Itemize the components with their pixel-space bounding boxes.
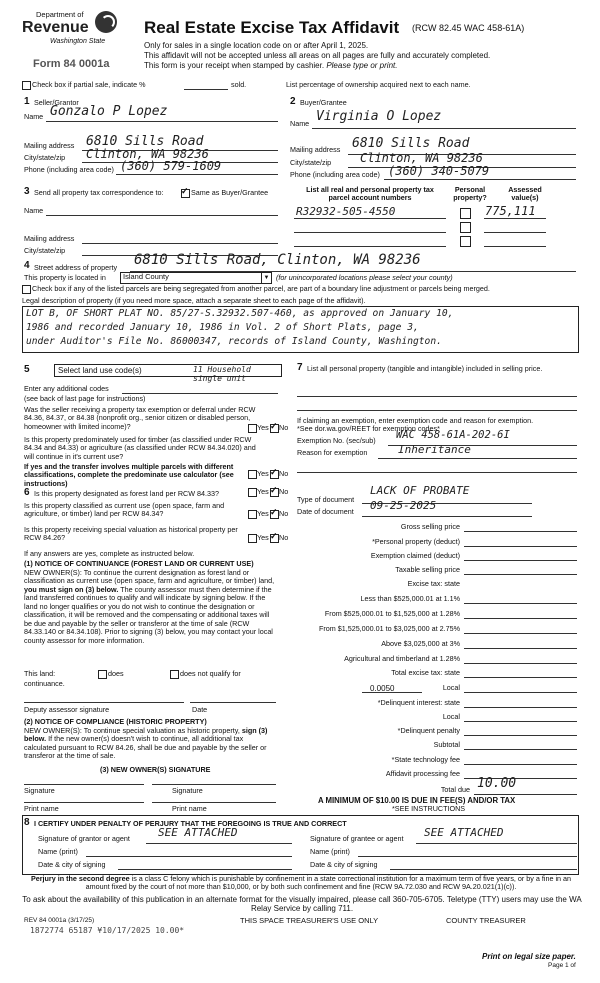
correspondence-city-label: City/state/zip (24, 246, 66, 255)
assessed-value-header: Assessed value(s) (508, 185, 542, 203)
excise-tax-state-label: Excise tax: state (407, 579, 460, 588)
legal-description-line-3: under Auditor's File No. 86000347, records of Island County, Washington. (26, 336, 442, 347)
seller-city-label: City/state/zip (24, 153, 66, 162)
section-4-number: 4 (24, 260, 30, 271)
document-type-label: Type of document (297, 495, 355, 504)
notice-compliance-text-b: sign (3) below. (24, 726, 268, 744)
gross-selling-price-label: Gross selling price (400, 522, 460, 531)
accessibility-note: To ask about the availability of this publication in an alternate format for the visually impaired, please call 360-705-6705. Teletype (TTY) users may use the WA Relay Service by calling 711. (22, 895, 582, 914)
section-5-number: 5 (24, 364, 30, 375)
subtotal-field[interactable] (464, 749, 577, 750)
grantee-signature-label: Signature of grantee or agent (310, 834, 404, 843)
current-use-yes-checkbox[interactable] (248, 510, 257, 519)
forest-no-check-mark: ✓ (270, 485, 278, 495)
current-use-yes-label: Yes (257, 509, 269, 518)
additional-codes-label: Enter any additional codes (24, 384, 109, 393)
assessed-line-1 (484, 218, 546, 219)
correspondence-name-line[interactable] (46, 215, 278, 216)
county-select-value: Island County (123, 272, 169, 281)
land-does-not-checkbox[interactable] (170, 670, 179, 679)
total-due-value[interactable]: 10.00 (477, 776, 517, 791)
notice-compliance-text-a: NEW OWNER(S): To continue special valuation as historic property, (24, 726, 240, 735)
partial-percent-field[interactable] (184, 89, 228, 90)
seller-phone-label: Phone (including area code) (24, 165, 114, 174)
document-type-field[interactable]: LACK OF PROBATE (370, 484, 470, 497)
land-use-select-label: Select land use code(s) (58, 366, 142, 375)
parcel-number-field[interactable]: R32932-505-4550 (296, 205, 396, 218)
taxable-selling-price-label: Taxable selling price (395, 565, 460, 574)
forest-land-question: Is this property designated as forest land per RCW 84.33? (34, 489, 219, 498)
parcel-line-1 (294, 218, 446, 219)
personal-property-deduct-field[interactable] (464, 546, 577, 547)
grantee-date-city-label: Date & city of signing (310, 860, 378, 869)
additional-codes-line[interactable] (122, 393, 278, 394)
header-line-2: This affidavit will not be accepted unless all areas on all pages are fully and accurately completed. (144, 51, 491, 60)
buyer-phone-line (384, 179, 576, 180)
continuance-label: continuance. (24, 679, 65, 688)
revenue-logo-text: Revenue (22, 19, 89, 36)
owner-print-line-1[interactable] (24, 802, 144, 803)
notice-compliance-text-c: If the new owner(s) doesn't wish to continue, all additional tax calculated pursuant to RCW 84.26, shall be due and payable by the seller or transferor at the time of sale. (24, 734, 267, 761)
notice-continuance-text-c: The county assessor must then determine if the land transferred continues to qualify and will indicate by signing below. If the land no longer qualifies or you do not wish to continue the designation or classification, it will be removed and the compensating or additional taxes will be due and payable by the seller or transferor at the time of sale (RCW 84.33.140 or 84.34.108). Prior to signing (3) below, you may contact your local county assessor for more information. (24, 584, 273, 645)
form-title: Real Estate Excise Tax Affidavit (144, 18, 400, 37)
grantor-signature-field[interactable]: SEE ATTACHED (158, 826, 238, 839)
taxable-selling-price-field[interactable] (464, 574, 577, 575)
delinquent-interest-local-field[interactable] (464, 721, 577, 722)
exemption-claimed-label: Exemption claimed (deduct) (370, 551, 460, 560)
type-or-print-note: Please type or print. (326, 61, 398, 70)
correspondence-name-label: Name (24, 206, 44, 215)
grantor-signature-label: Signature of grantor or agent (38, 834, 130, 843)
seller-name-label: Name (24, 112, 44, 121)
minimum-due-note: A MINIMUM OF $10.00 IS DUE IN FEE(S) AND/OR TAX (318, 796, 516, 805)
section-1-number: 1 (24, 96, 30, 107)
buyer-mail-label: Mailing address (290, 145, 341, 154)
grantee-name-label: Name (print) (310, 847, 350, 856)
buyer-name-label: Name (290, 119, 310, 128)
department-of-label: Department of (36, 10, 84, 19)
personal-property-line-1[interactable] (297, 396, 577, 397)
tier-4-field[interactable] (464, 648, 577, 649)
tier-4-label: Above $3,025,000 at 3% (381, 639, 460, 648)
grantee-signature-field[interactable]: SEE ATTACHED (424, 826, 504, 839)
seller-phone-line (116, 174, 278, 175)
historic-no-label: No (279, 533, 289, 542)
tier-2-field[interactable] (464, 618, 577, 619)
tier-1-label: Less than $525,000.01 at 1.1% (360, 594, 460, 603)
owner-print-label-2: Print name (172, 804, 207, 813)
owner-signature-label-1: Signature (24, 786, 55, 795)
seller-label: Seller/Grantor (34, 98, 79, 107)
exemption-claimed-field[interactable] (464, 560, 577, 561)
treasurer-use-label: THIS SPACE TREASURER'S USE ONLY (240, 916, 379, 925)
notice-continuance-heading: (1) NOTICE OF CONTINUANCE (FOREST LAND OR CURRENT USE) (24, 559, 254, 568)
sold-label: sold. (231, 80, 247, 89)
cashier-stamp: 1872774 65187 ¥10/17/2025 10.00* (30, 926, 185, 935)
deputy-signature-label: Deputy assessor signature (24, 705, 110, 714)
section-8-number: 8 (24, 817, 30, 828)
timber-yes-checkbox[interactable] (248, 470, 257, 479)
affidavit-fee-label: Affidavit processing fee (385, 769, 460, 778)
seller-phone-field[interactable]: (360) 579-1609 (120, 159, 222, 173)
tier-1-field[interactable] (464, 603, 577, 604)
correspondence-label: Send all property tax correspondence to: (34, 188, 164, 197)
street-address-field[interactable]: 6810 Sills Road, Clinton, WA 98236 (134, 252, 421, 268)
gross-selling-price-field[interactable] (464, 531, 577, 532)
assessed-line-3 (484, 246, 546, 247)
timber-question-note: If yes and the transfer involves multiple parcels with different classifications, complete the predominate use calculator (see instructions) (24, 462, 234, 488)
rcw-reference: (RCW 82.45 WAC 458-61A) (412, 23, 525, 33)
local-tax-label: Local (442, 683, 460, 692)
delinquent-penalty-field[interactable] (464, 735, 577, 736)
personal-property-list-label: List all personal property (tangible and intangible) included in selling price. (307, 364, 543, 373)
dropdown-arrow-icon: ▼ (261, 273, 271, 283)
owner-signature-line-1[interactable] (24, 784, 144, 785)
owner-print-line-2[interactable] (152, 802, 276, 803)
deputy-date-label: Date (192, 705, 208, 714)
personal-property-line-2[interactable] (297, 410, 577, 411)
exemption-no-label: No (279, 423, 289, 432)
current-use-no-check-mark: ✓ (270, 507, 278, 517)
legal-description-line-2: 1986 and recorded January 10, 1986 in Vol. 2 of Short Plats, page 3, (26, 322, 419, 333)
local-rate-value: 0.0050 (370, 684, 395, 693)
notice-continuance-text-b: you must sign on (3) below. (24, 584, 119, 594)
buyer-name-line (312, 128, 576, 129)
personal-property-checkbox-3[interactable] (460, 236, 471, 247)
personal-property-header: Personal property? (453, 185, 487, 203)
tier-3-label: From $1,525,000.01 to $3,025,000 at 2.75% (318, 624, 460, 633)
total-due-label: Total due (440, 785, 470, 794)
street-address-label: Street address of property (34, 263, 118, 272)
forest-no-label: No (279, 487, 289, 496)
grantor-date-city-label: Date & city of signing (38, 860, 106, 869)
agricultural-rate-label: Agricultural and timberland at 1.28% (344, 654, 460, 663)
revision-label: REV 84 0001a (3/17/25) (24, 917, 95, 924)
exemption-number-label: Exemption No. (sec/sub) (297, 436, 376, 445)
seller-mail-field[interactable]: 6810 Sills Road (86, 134, 204, 149)
ownership-note: List percentage of ownership acquired next to each name. (286, 80, 471, 89)
seller-mail-label: Mailing address (24, 141, 75, 150)
receipt-note: This form is your receipt when stamped by cashier. (144, 61, 325, 70)
local-tax-field[interactable] (464, 692, 577, 693)
tier-2-label: From $525,000.01 to $1,525,000 at 1.28% (324, 609, 460, 618)
delinquent-interest-local-label: Local (442, 712, 460, 721)
legal-description-label: Legal description of property (if you need more space, attach a separate sheet to each page of the affidavit). (22, 296, 366, 305)
land-use-code-field: 11 Household single unit (193, 365, 251, 384)
seller-city-field[interactable]: Clinton, WA 98236 (86, 147, 209, 161)
timber-no-label: No (279, 469, 289, 478)
claim-exemption-label: If claiming an exemption, enter exemption code and reason for exemption. *See dor.wa.gov/REET for exemption codes* (297, 416, 534, 434)
section-6-number: 6 (24, 487, 30, 498)
current-use-no-label: No (279, 509, 289, 518)
same-as-buyer-label: Same as Buyer/Grantee (191, 188, 269, 197)
delinquent-penalty-label: *Delinquent penalty (397, 726, 460, 735)
page-number: Page 1 of (548, 962, 576, 969)
county-select[interactable] (120, 272, 272, 284)
exemption-yes-checkbox[interactable] (248, 424, 257, 433)
buyer-name-field[interactable]: Virginia O Lopez (316, 109, 442, 124)
same-as-buyer-check-mark: ✓ (181, 186, 189, 196)
exemption-reason-line (378, 458, 577, 459)
notice-compliance-text (24, 727, 276, 761)
correspondence-mail-label: Mailing address (24, 234, 75, 243)
legal-description-line-1: LOT B, OF SHORT PLAT NO. 85/27-S.32932.507-460, as approved on January 10, (26, 308, 454, 319)
header-line-1: Only for sales in a single location code on or after April 1, 2025. (144, 41, 369, 50)
see-back-label: (see back of last page for instructions) (24, 394, 146, 403)
exemption-no-check-mark: ✓ (270, 421, 278, 431)
land-does-checkbox[interactable] (98, 670, 107, 679)
tier-3-field[interactable] (464, 633, 577, 634)
delinquent-interest-state-label: *Delinquent interest: state (377, 698, 460, 707)
current-use-question: Is this property classified as current use (open space, farm and agriculture, or timber) land per RCW 84.34? (24, 501, 225, 519)
total-excise-state-label: Total excise tax: state (391, 668, 460, 677)
forest-yes-checkbox[interactable] (248, 488, 257, 497)
correspondence-mail-line[interactable] (82, 243, 278, 244)
timber-no-check-mark: ✓ (270, 467, 278, 477)
section-3-number: 3 (24, 186, 30, 197)
owner-signature-label-2: Signature (172, 786, 203, 795)
exemption-number-field[interactable]: WAC 458-61A-202-6I (396, 429, 510, 441)
document-date-field[interactable]: 09-25-2025 (370, 499, 437, 512)
document-date-label: Date of document (297, 507, 354, 516)
if-any-yes-note: If any answers are yes, complete as instructed below. (24, 549, 195, 558)
segregated-parcel-checkbox[interactable] (22, 285, 31, 294)
revenue-logo-swoosh (101, 15, 115, 29)
perjury-statement (22, 875, 580, 892)
land-does-label: does (108, 669, 124, 678)
historic-yes-checkbox[interactable] (248, 534, 257, 543)
seller-name-line (46, 121, 278, 122)
assessed-value-field[interactable]: 775,111 (485, 204, 536, 218)
buyer-city-field[interactable]: Clinton, WA 98236 (360, 151, 483, 165)
perjury-text: is a class C felony which is punishable by confinement in a state correctional institution for a maximum term of five years, or by a fine in an amount fixed by the court of not more than $10,000, or by both such confinement and fine (RCW 9A.72.030 and RCW 9A.20.021(1)(c)). (85, 874, 572, 892)
new-owner-signature-heading: (3) NEW OWNER(S) SIGNATURE (100, 765, 211, 774)
certification-statement: I CERTIFY UNDER PENALTY OF PERJURY THAT THE FOREGOING IS TRUE AND CORRECT (34, 819, 347, 828)
personal-property-deduct-label: *Personal property (deduct) (372, 537, 460, 546)
this-land-label: This land: (24, 669, 56, 678)
historic-question: Is this property receiving special valuation as historical property per RCW 84.26? (24, 525, 238, 543)
unincorporated-note: (for unincorporated locations please select your county) (276, 273, 453, 282)
header-line-3 (144, 61, 397, 70)
exemption-yes-label: Yes (257, 423, 269, 432)
owner-signature-line-2[interactable] (152, 784, 276, 785)
total-due-line (474, 794, 577, 795)
historic-no-check-mark: ✓ (270, 531, 278, 541)
perjury-bold-text: Perjury in the second degree (30, 874, 130, 883)
technology-fee-field[interactable] (464, 764, 577, 765)
land-use-select[interactable] (54, 364, 282, 384)
agricultural-rate-field[interactable] (464, 663, 577, 664)
parcel-list-header: List all real and personal property tax parcel account numbers (306, 185, 434, 203)
land-does-not-label: does not qualify for (180, 669, 241, 678)
partial-sale-label: Check box if partial sale, indicate % (32, 80, 146, 89)
subtotal-label: Subtotal (433, 740, 460, 749)
total-excise-state-field[interactable] (464, 677, 577, 678)
washington-state-label: Washington State (50, 38, 106, 45)
seller-exemption-question: Was the seller receiving a property tax exemption or deferral under RCW 84.36, 84.37, or 84.38 (nonprofit org., senior citizen or disabled person, homeowner with limited income)? (24, 405, 256, 431)
exemption-reason-field[interactable]: Inheritance (398, 443, 471, 456)
segregated-parcel-label: Check box if any of the listed parcels are being segregated from another parcel, are part of a boundary line adjustment or parcels being merged. (32, 284, 490, 293)
buyer-city-label: City/state/zip (290, 158, 332, 167)
technology-fee-label: *State technology fee (391, 755, 460, 764)
buyer-phone-label: Phone (including area code) (290, 170, 380, 179)
exemption-extra-line[interactable] (297, 472, 577, 473)
notice-compliance-heading: (2) NOTICE OF COMPLIANCE (HISTORIC PROPERTY) (24, 717, 207, 726)
parcel-line-3 (294, 246, 446, 247)
timber-yes-label: Yes (257, 469, 269, 478)
county-treasurer-label: COUNTY TREASURER (446, 916, 526, 925)
grantor-name-label: Name (print) (38, 847, 78, 856)
document-date-line (362, 516, 532, 517)
forest-yes-label: Yes (257, 487, 269, 496)
historic-yes-label: Yes (257, 533, 269, 542)
see-instructions-note: *SEE INSTRUCTIONS (392, 804, 466, 813)
delinquent-interest-state-field[interactable] (464, 707, 577, 708)
personal-property-checkbox-2[interactable] (460, 222, 471, 233)
owner-print-label-1: Print name (24, 804, 59, 813)
form-number: Form 84 0001a (33, 58, 110, 70)
exemption-reason-label: Reason for exemption (297, 448, 368, 457)
notice-continuance-text-a: NEW OWNER(S): To continue the current designation as forest land or classification as current use (open space, farm and agriculture, or timber) land, (24, 568, 275, 586)
section-7-number: 7 (297, 362, 303, 373)
deputy-date-line[interactable] (190, 702, 276, 703)
parcel-line-2 (294, 232, 446, 233)
partial-sale-checkbox[interactable] (22, 81, 31, 90)
seller-name-field[interactable]: Gonzalo P Lopez (50, 104, 168, 119)
assessed-line-2 (484, 232, 546, 233)
located-in-label: This property is located in (24, 273, 106, 282)
buyer-mail-field[interactable]: 6810 Sills Road (352, 136, 470, 151)
section-8-border (22, 815, 579, 875)
buyer-phone-field[interactable]: (360) 340-5079 (388, 164, 490, 178)
buyer-label: Buyer/Grantee (300, 98, 347, 107)
section-2-number: 2 (290, 96, 296, 107)
legal-size-note: Print on legal size paper. (482, 952, 576, 961)
timber-question: Is this property predominately used for timber (as classified under RCW 84.34 and 84.33) or agriculture (as classified under RCW 84.34.020) and will continue in it's current use? (24, 435, 256, 461)
notice-continuance-text (24, 569, 276, 645)
deputy-signature-line[interactable] (24, 702, 184, 703)
personal-property-checkbox-1[interactable] (460, 208, 471, 219)
